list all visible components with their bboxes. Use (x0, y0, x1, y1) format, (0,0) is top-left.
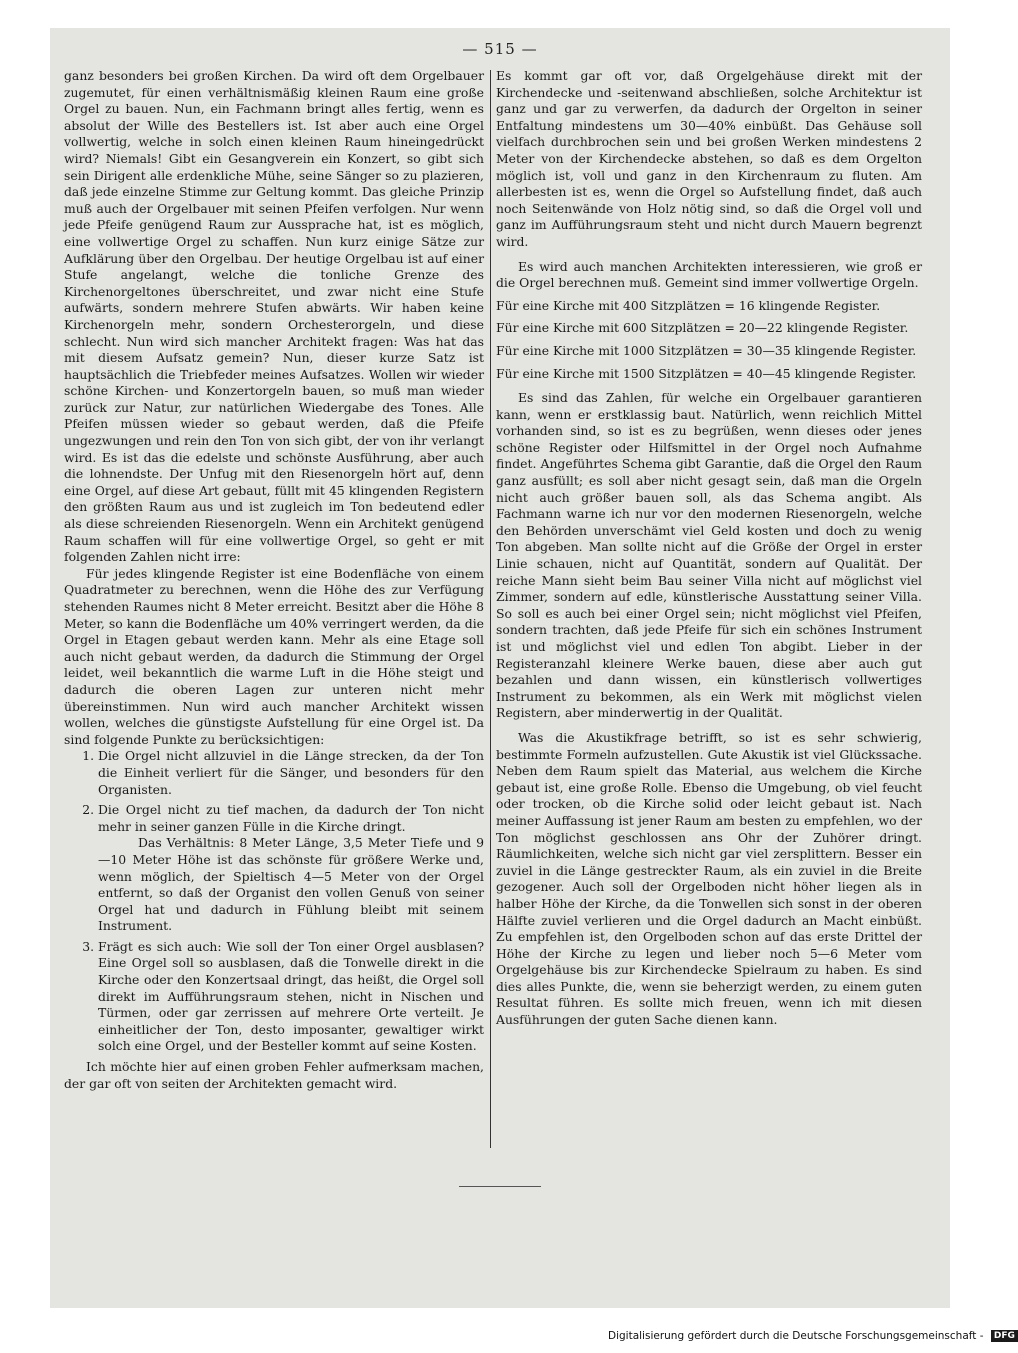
right-paragraph-3: Es sind das Zahlen, für welche ein Orgelbauer garantieren kann, wenn er erstklassig baut. Natürlich, wenn reichlich Mittel vorhanden sind, so ist es zu begrüßen, wenn dieses oder jenes schöne Register oder Hilfsmittel in der Orgel noch Aufnahme findet. Angeführtes Schema gibt Garantie, daß die Orgel den Raum ganz ausfüllt; es soll aber nicht gesagt sein, daß man die Orgeln nicht auch größer bauen soll, als das Schema angibt. Als Fachmann warne ich nur vor den modernen Riesenorgeln, welche den Behörden unverschämt viel Geld kosten und doch zu wenig Ton abgeben. Man sollte nicht auf die Größe der Orgel in erster Linie schauen, nicht auf Quantität, sondern auf Qualität. Der reiche Mann sieht beim Bau seiner Villa nicht auf möglichst viel Zimmer, sondern auf edle, künstlerische Ausstattung seiner Villa. So soll es auch bei einer Orgel sein; nicht möglichst viel Pfeifen, sondern trachten, daß jede Pfeife für sich ein schönes Instrument ist und möglichst viel und edlen Ton abgibt. Lieber in der Registeranzahl kleinere Werke bauen, diese aber auch gut bezahlen und dann wissen, ein künstlerisch vollwertiges Instrument zu bekommen, als ein Werk mit möglichst vielen Registern, aber minderwertig in der Qualität. (496, 390, 922, 721)
register-line: Für eine Kirche mit 1500 Sitzplätzen = 40—45 klingende Register. (496, 365, 917, 381)
left-paragraph-1: ganz besonders bei großen Kirchen. Da wird oft dem Orgelbauer zugemutet, für einen verhältnismäßig kleinen Raum eine große Orgel zu bauen. Nun, ein Fachmann bringt alles fertig, wenn es absolut der Wille des Bestellers ist. Ist aber auch eine Orgel vollwertig, welche in solch einen kleinen Raum hineingedrückt wird? Niemals! Gibt ein Gesangverein ein Konzert, so gibt sich sein Dirigent alle erdenkliche Mühe, seine Sänger so zu plazieren, daß jede einzelne Stimme zur Geltung kommt. Das gleiche Prinzip muß auch der Orgelbauer mit seinen Pfeifen verfolgen. Nur wenn jede Pfeife genügend Raum zur Aussprache hat, ist es möglich, eine vollwertige Orgel zu schaffen. Nun kurz einige Sätze zur Aufklärung über den Orgelbau. Der heutige Orgelbau ist auf einer Stufe angelangt, welche die tonliche Grenze des Kirchenorgeltones überschreitet, und zwar nicht eine Stufe aufwärts, sondern mehrere Stufen abwärts. Wir haben keine Kirchenorgeln mehr, sondern Orchesterorgeln, und diese schlecht. Nun wird sich mancher Architekt fragen: Was hat das mit diesem Aufsatz gemein? Nun, dieser kurze Satz ist hauptsächlich die Triebfeder meines Aufsatzes. Wollen wir wieder schöne Kirchen- und Konzertorgeln bauen, so muß man wieder zurück zur Natur, zur natürlichen Wiedergabe des Tones. Alle Pfeifen müssen wieder so gebaut werden, daß die Pfeife ungezwungen und rein den Ton von sich gibt, der von ihr verlangt wird. Es ist das die edelste und schönste Ausführung, aber auch die lohnendste. Der Unfug mit den Riesenorgeln hört auf, denn eine Orgel, auf diese Art gebaut, füllt mit 45 klingenden Registern den größten Raum aus und ist zugleich im Ton bedeutend edler als diese schreienden Riesenorgeln. Wenn ein Architekt genügend Raum schaffen will für eine vollwertige Orgel, so geht er mit folgenden Zahlen nicht irre: (64, 68, 484, 565)
register-line: Für eine Kirche mit 1000 Sitzplätzen = 30—35 klingende Register. (496, 342, 917, 358)
page-number: — 515 — (462, 40, 538, 58)
end-rule (459, 1186, 541, 1187)
scanned-page (50, 28, 950, 1308)
list-item-subparagraph: Das Verhältnis: 8 Meter Länge, 3,5 Meter Tiefe und 9—10 Meter Höhe ist das schönste für größere Werke und, wenn möglich, der Spieltisch 4—5 Meter von der Orgel entfernt, so daß der Organist den vollen Genuß von seiner Orgel hat und dadurch in Fühlung bleibt mit seinem Instrument. (98, 835, 484, 934)
register-line: Für eine Kirche mit 400 Sitzplätzen = 16 klingende Register. (496, 297, 881, 313)
left-paragraph-2: Für jedes klingende Register ist eine Bodenfläche von einem Quadratmeter zu berechnen, wenn die Höhe des zur Verfügung stehenden Raumes nicht 8 Meter erreicht. Besitzt aber die Höhe 8 Meter, so kann die Bodenfläche um 40% verringert werden, da die Orgel in Etagen gebaut werden kann. Mehr als eine Etage soll auch nicht gebaut werden, da dadurch die Stimmung der Orgel leidet, weil bekanntlich die warme Luft in die Höhe steigt und dadurch die oberen Lagen zur unteren nicht mehr übereinstimmen. Nun wird auch mancher Architekt wissen wollen, welches die günstigste Aufstellung für eine Orgel ist. Da sind folgende Punkte zu berücksichtigen: (64, 565, 484, 747)
right-paragraph-1: Es kommt gar oft vor, daß Orgelgehäuse direkt mit der Kirchendecke und -seitenwand abschließen, solche Architektur ist ganz und gar zu verwerfen, da dadurch der Orgelton in seiner Entfaltung mindestens um 30—40% einbüßt. Das Gehäuse soll vielfach durchbrochen sein und bei großen Werken mindestens 2 Meter von der Kirchendecke abstehen, so daß es dem Orgelton möglich ist, voll und ganz in den Kirchenraum zu fluten. Am allerbesten ist es, wenn die Orgel so Aufstellung findet, daß auch noch Seitenwände von Holz nötig sind, so daß die Orgel voll und ganz im Aufführungsraum steht und nicht durch Mauern begrenzt wird. (496, 68, 922, 249)
placement-list (64, 748, 484, 1055)
digitization-footer (608, 1330, 1018, 1342)
right-column (496, 68, 922, 1029)
register-line: Für eine Kirche mit 600 Sitzplätzen = 20—22 klingende Register. (496, 320, 909, 336)
list-item (98, 802, 484, 935)
right-paragraph-4: Was die Akustikfrage betrifft, so ist es sehr schwierig, bestimmte Formeln aufzustellen. Gute Akustik ist viel Glückssache. Neben dem Raum spielt das Material, aus welchem die Kirche gebaut ist, eine große Rolle. Ebenso die Umgebung, ob viel feucht oder trocken, ob die Kirche solid oder leicht gebaut ist. Nach meiner Auffassung ist jener Raum am besten zu empfehlen, wo der Ton möglichst geschlossen ans Ohr der Zuhörer dringt. Räumlichkeiten, welche sich nicht gar viel zersplittern. Besser ein zuviel in die Länge gestreckter Raum, als ein zuviel in die Breite gezogener. Auch soll der Orgelboden nicht höher liegen als in halber Höhe der Kirche, da die Tonwellen sich sonst in der oberen Hälfte zuviel verlieren und die Orgel dadurch an Macht einbüßt. Zu empfehlen ist, den Orgelboden schon auf das erste Drittel der Höhe der Kirche zu legen und lieber noch 5—6 Meter vom Orgelgehäuse bis zur Kirchendecke Spielraum zu haben. Es sind dies alles Punkte, die, wenn sie beherzigt werden, zu einem guten Resultat führen. Es sollte mich freuen, wenn ich mit diesen Ausführungen der guten Sache dienen kann. (496, 729, 922, 1028)
left-paragraph-3: Ich möchte hier auf einen groben Fehler aufmerksam machen, der gar oft von seiten der Architekten gemacht wird. (64, 1059, 484, 1091)
dfg-logo: DFG (991, 1330, 1018, 1342)
list-item: 3. Frägt es sich auch: Wie soll der Ton einer Orgel ausblasen? Eine Orgel soll so ausblasen, daß die Tonwelle direkt in die Kirche oder den Konzertsaal dringt, das heißt, die Orgel soll direkt im Aufführungsraum stehen, nicht in Nischen und Türmen, oder gar zerrissen auf mehrere Orte verteilt. Je einheitlicher der Ton, desto imposanter, gewaltiger wirkt solch eine Orgel, und der Besteller kommt auf seine Kosten. (98, 939, 484, 1055)
footer-text: Digitalisierung gefördert durch die Deutsche Forschungsgemeinschaft - (608, 1330, 984, 1342)
list-item: 1. Die Orgel nicht allzuviel in die Länge strecken, da der Ton die Einheit verliert für die Sänger, und besonders für den Organisten. (98, 748, 484, 798)
list-item-text: Die Orgel nicht zu tief machen, da dadurch der Ton nicht mehr in seiner ganzen Fülle in die Kirche dringt. (98, 802, 484, 834)
right-paragraph-2: Es wird auch manchen Architekten interessieren, wie groß er die Orgel berechnen muß. Gemeint sind immer vollwertige Orgeln. (496, 258, 922, 291)
column-divider (490, 70, 491, 1148)
left-column (64, 68, 484, 1092)
